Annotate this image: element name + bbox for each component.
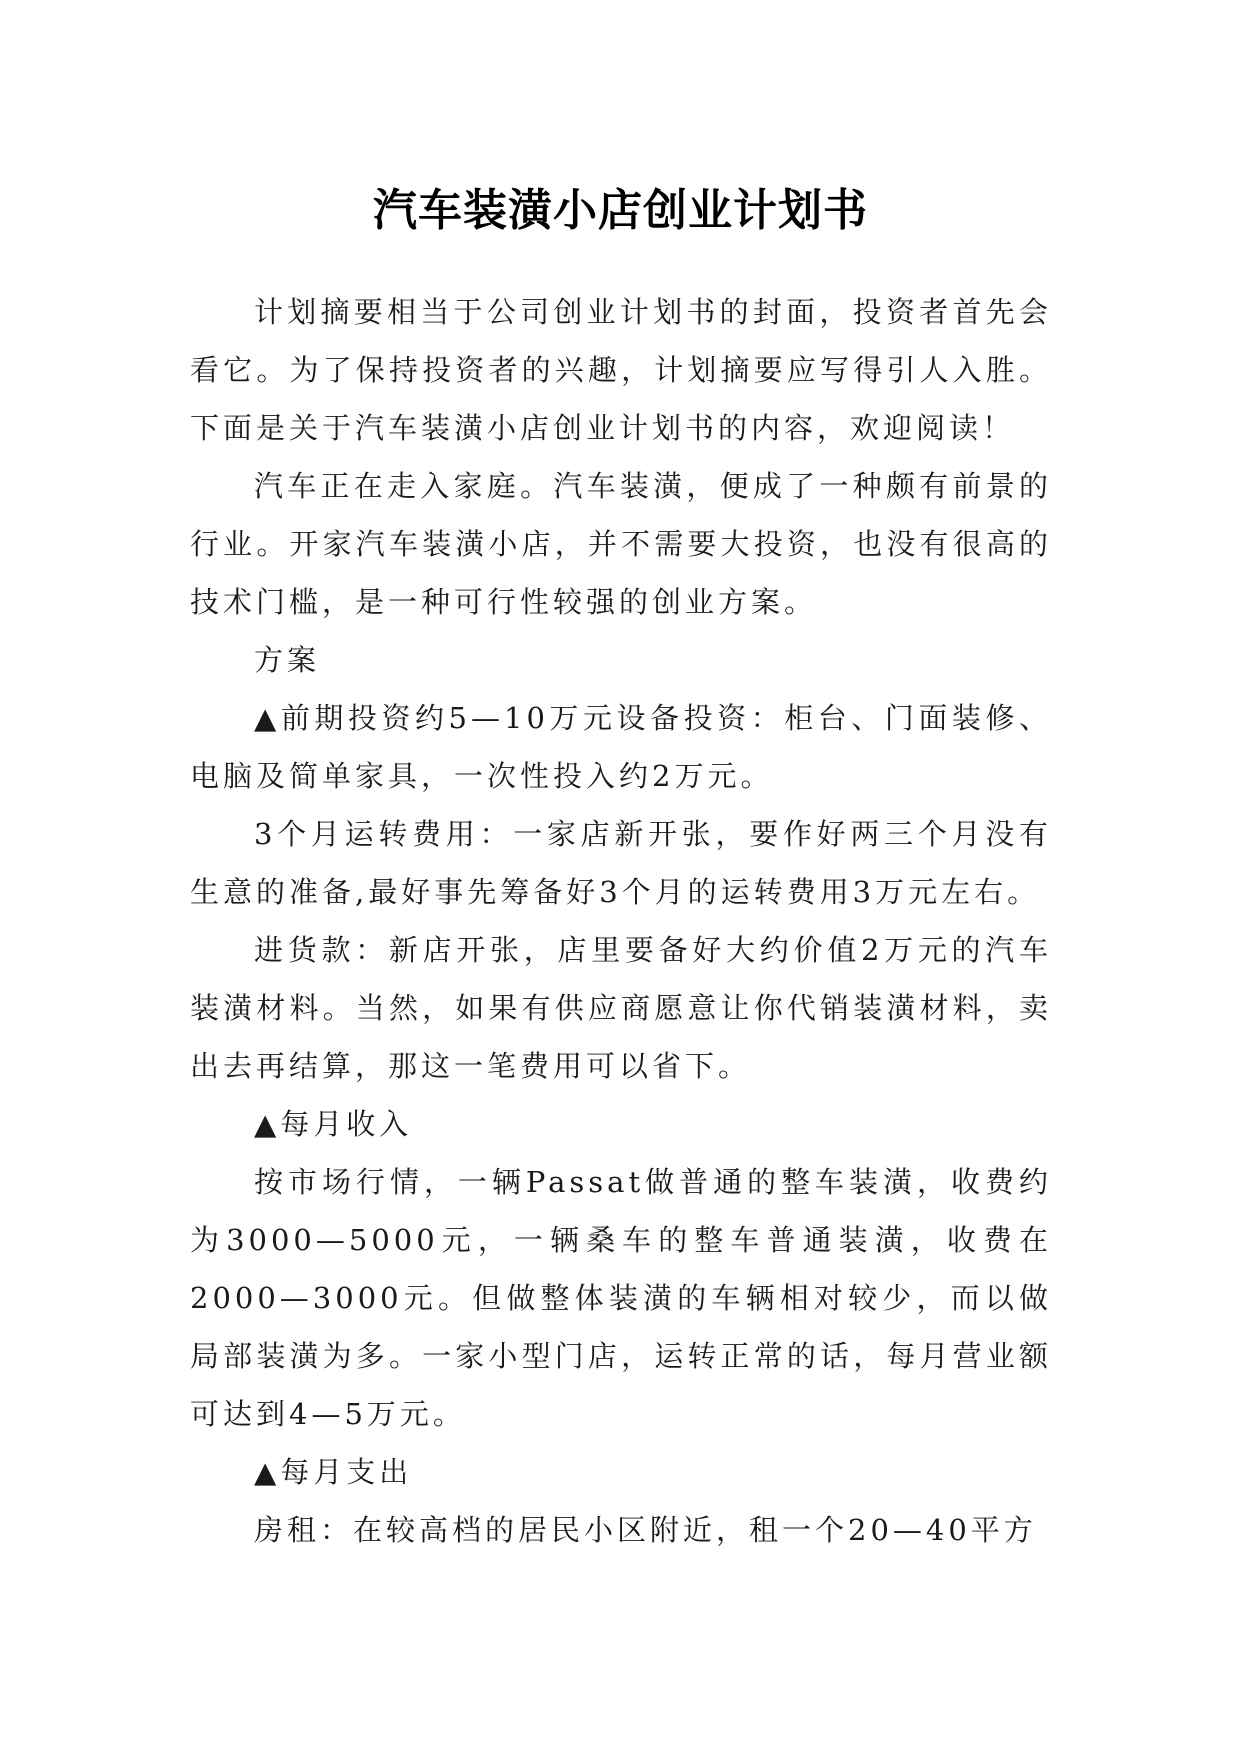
- document-body: [190, 283, 1052, 1559]
- paragraph-monthly-income: 按市场行情，一辆Passat做普通的整车装潢，收费约为3000—5000元，一辆桑车的整车普通装潢，收费在2000—3000元。但做整体装潢的车辆相对较少，而以做局部装潢为多。一家小型门店，运转正常的话，每月营业额可达到4—5万元。: [190, 1165, 1052, 1431]
- paragraph-inventory: 进货款：新店开张，店里要备好大约价值2万元的汽车装潢材料。当然，如果有供应商愿意让你代销装潢材料，卖出去再结算，那这一笔费用可以省下。: [190, 933, 1052, 1083]
- paragraph-rent: 房租：在较高档的居民小区附近，租一个20—40平方: [254, 1513, 1037, 1547]
- paragraph-overview: 汽车正在走入家庭。汽车装潢，便成了一种颇有前景的行业。开家汽车装潢小店，并不需要大投资，也没有很高的技术门槛，是一种可行性较强的创业方案。: [190, 469, 1052, 619]
- paragraph-monthly-income-heading: ▲每月收入: [254, 1107, 413, 1141]
- paragraph-operating-costs: 3个月运转费用：一家店新开张，要作好两三个月没有生意的准备,最好事先筹备好3个月的运转费用3万元左右。: [190, 817, 1052, 909]
- paragraph-plan-heading: 方案: [254, 643, 321, 677]
- paragraph-initial-investment: ▲前期投资约5—10万元设备投资：柜台、门面装修、电脑及简单家具，一次性投入约2万元。: [190, 701, 1052, 793]
- paragraph-intro: 计划摘要相当于公司创业计划书的封面，投资者首先会看它。为了保持投资者的兴趣，计划摘要应写得引人入胜。下面是关于汽车装潢小店创业计划书的内容，欢迎阅读！: [190, 295, 1052, 445]
- paragraph-monthly-expense-heading: ▲每月支出: [254, 1455, 413, 1489]
- document-title: 汽车装潢小店创业计划书: [373, 185, 868, 237]
